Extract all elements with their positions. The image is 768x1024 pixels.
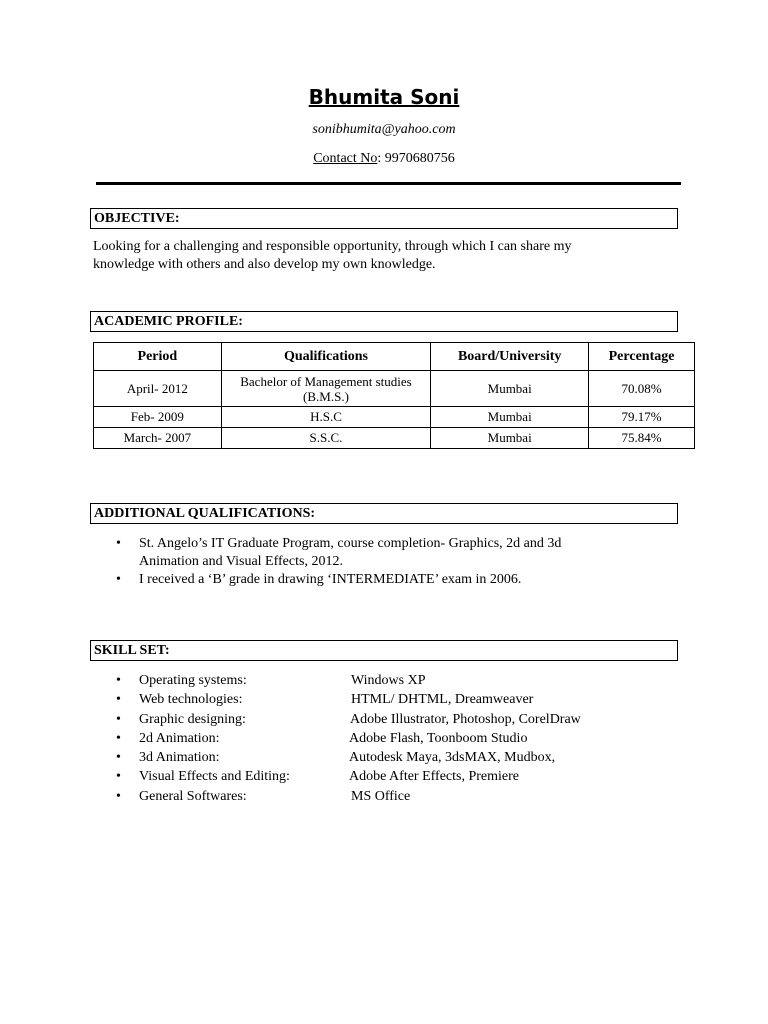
list-item xyxy=(116,671,676,690)
skill-value: Adobe After Effects, Premiere xyxy=(349,769,520,785)
skill-value: Adobe Flash, Toonboom Studio xyxy=(349,730,528,746)
skill-value: Adobe Illustrator, Photoshop, CorelDraw xyxy=(350,711,581,727)
period-cell: March- 2007 xyxy=(94,428,222,449)
period-cell: April- 2012 xyxy=(94,371,222,407)
board-cell: Mumbai xyxy=(431,428,589,449)
table-row xyxy=(94,407,695,428)
skill-label: General Softwares: xyxy=(139,788,247,804)
period-cell: Feb- 2009 xyxy=(94,407,222,428)
skill-value: MS Office xyxy=(351,788,411,804)
skill-value: Windows XP xyxy=(351,673,426,688)
header-divider xyxy=(96,182,681,185)
list-item xyxy=(116,729,676,748)
objective-line: Looking for a challenging and responsible opportunity, through which I can share my xyxy=(93,239,572,254)
board-cell: Mumbai xyxy=(431,371,589,407)
bullet-icon: • xyxy=(116,536,121,551)
column-header-period: Period xyxy=(94,343,222,371)
additional-list xyxy=(116,535,616,589)
candidate-name: Bhumita Soni xyxy=(308,85,460,109)
table-row xyxy=(94,428,695,449)
qualification-cell: S.S.C. xyxy=(221,428,431,449)
objective-line: knowledge with others and also develop my own knowledge. xyxy=(93,257,436,272)
skill-label: 3d Animation: xyxy=(139,750,220,766)
column-header-board: Board/University xyxy=(431,343,589,371)
bullet-icon: • xyxy=(116,769,121,785)
list-item xyxy=(116,787,676,806)
objective-text xyxy=(93,238,673,274)
skill-label: Graphic designing: xyxy=(139,711,246,727)
item-line: Animation and Visual Effects, 2012. xyxy=(139,554,343,569)
board-cell: Mumbai xyxy=(431,407,589,428)
list-item xyxy=(116,690,676,709)
skill-label: Operating systems: xyxy=(139,673,247,688)
qualification-line: (B.M.S.) xyxy=(303,388,349,404)
bullet-icon: • xyxy=(116,750,121,766)
bullet-icon: • xyxy=(116,673,121,688)
contact-label: Contact No xyxy=(313,151,378,166)
skill-label: Visual Effects and Editing: xyxy=(139,769,290,785)
bullet-icon: • xyxy=(116,572,121,587)
list-item xyxy=(116,535,616,571)
bullet-icon: • xyxy=(116,730,121,746)
qualification-cell xyxy=(221,371,431,407)
qualification-line: Bachelor of Management studies xyxy=(240,373,412,389)
table-row xyxy=(94,371,695,407)
column-header-qualifications: Qualifications xyxy=(221,343,431,371)
list-item xyxy=(116,571,616,589)
bullet-icon: • xyxy=(116,788,121,804)
additional-heading: ADDITIONAL QUALIFICATIONS: xyxy=(90,503,678,524)
bullet-icon: • xyxy=(116,711,121,727)
item-line: St. Angelo’s IT Graduate Program, course completion- Graphics, 2d and 3d xyxy=(139,536,562,551)
qualification-cell: H.S.C xyxy=(221,407,431,428)
list-item xyxy=(116,710,676,729)
bullet-icon: • xyxy=(116,692,121,708)
skill-label: 2d Animation: xyxy=(139,730,220,746)
academic-table xyxy=(93,342,695,449)
academic-heading: ACADEMIC PROFILE: xyxy=(90,311,678,332)
percentage-cell: 75.84% xyxy=(589,428,695,449)
skill-value: Autodesk Maya, 3dsMAX, Mudbox, xyxy=(349,750,556,766)
skills-heading: SKILL SET: xyxy=(90,640,678,661)
contact-line xyxy=(0,151,768,167)
contact-number: : 9970680756 xyxy=(377,151,455,166)
percentage-cell: 70.08% xyxy=(589,371,695,407)
percentage-cell: 79.17% xyxy=(589,407,695,428)
skills-list xyxy=(116,671,676,806)
table-header-row xyxy=(94,343,695,371)
skill-value: HTML/ DHTML, Dreamweaver xyxy=(351,692,534,708)
objective-heading: OBJECTIVE: xyxy=(90,208,678,229)
list-item xyxy=(116,767,676,786)
email-address: sonibhumita@yahoo.com xyxy=(312,122,456,137)
column-header-percentage: Percentage xyxy=(589,343,695,371)
list-item xyxy=(116,748,676,767)
item-line: I received a ‘B’ grade in drawing ‘INTERMEDIATE’ exam in 2006. xyxy=(139,572,522,587)
skill-label: Web technologies: xyxy=(139,692,243,708)
